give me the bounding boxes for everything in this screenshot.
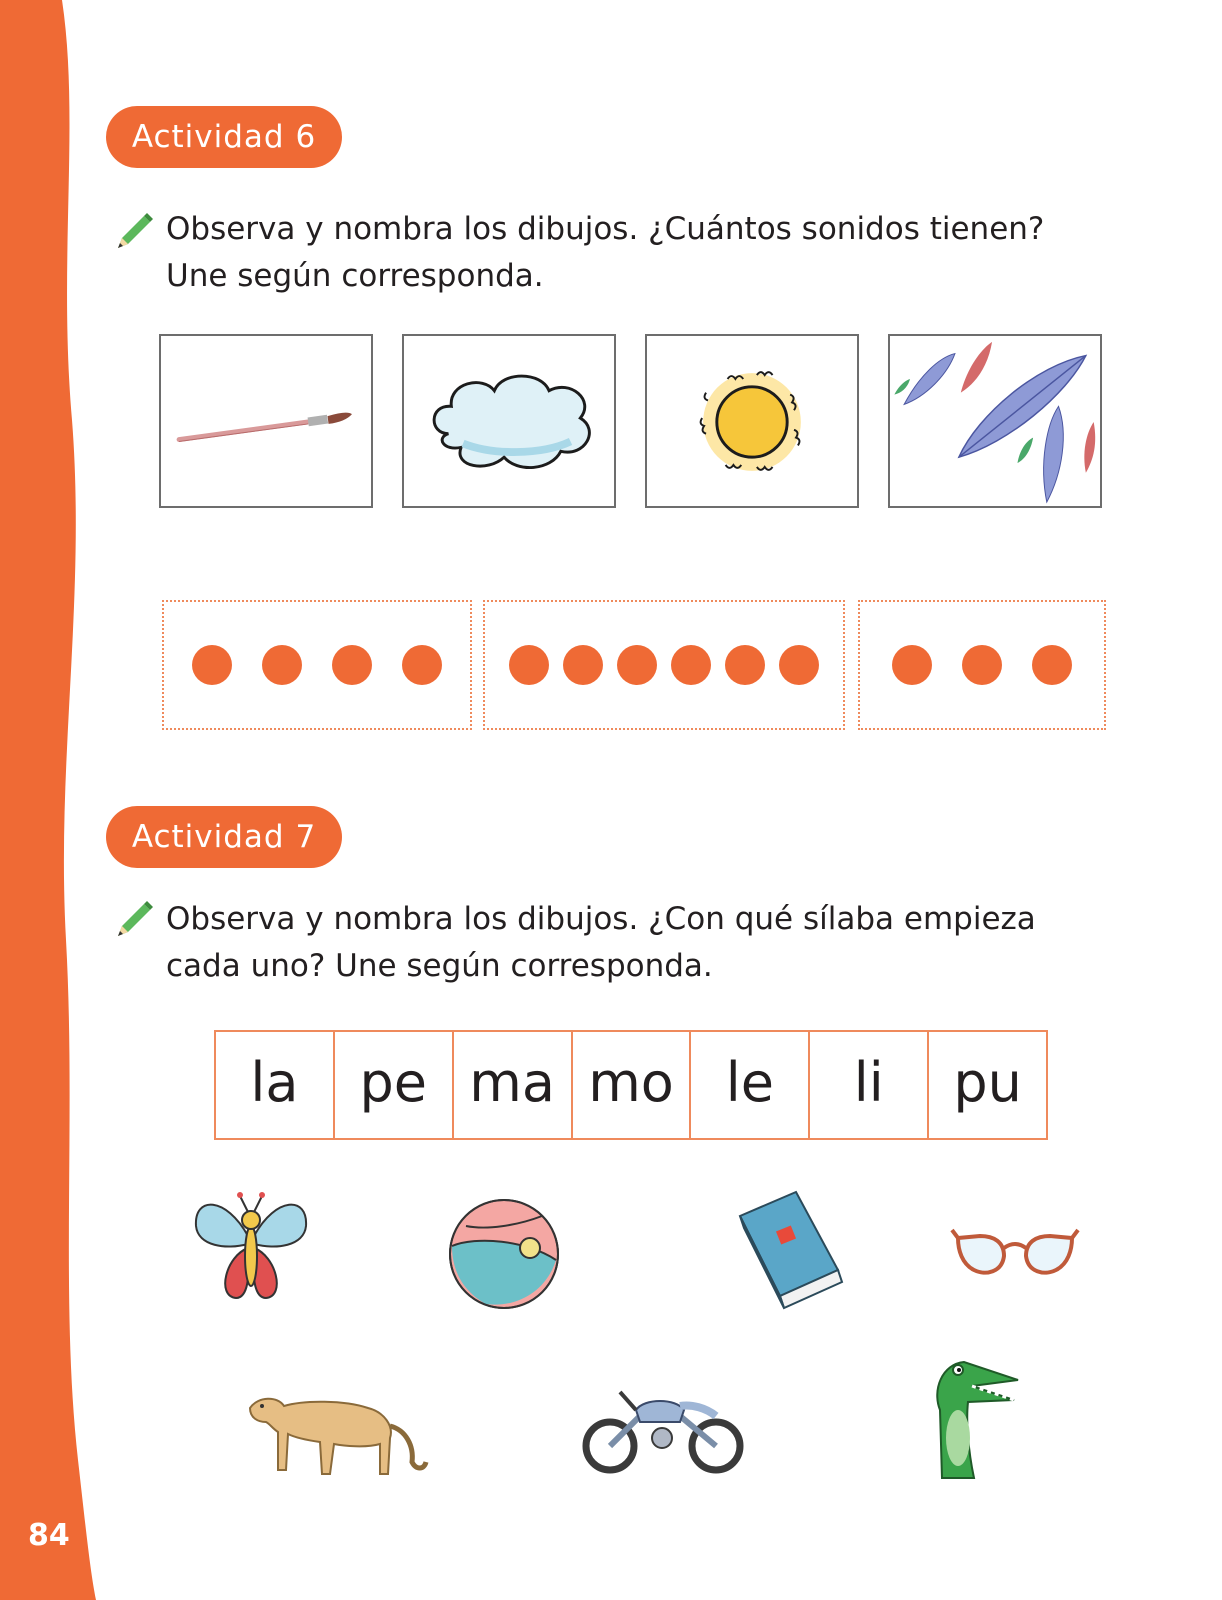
sound-dot [892,645,932,685]
butterfly-icon [186,1186,316,1316]
picture-book[interactable] [726,1186,852,1312]
pencil-icon [112,210,156,254]
sound-dot [192,645,232,685]
picture-box-cloud[interactable] [402,334,616,508]
sound-dot [402,645,442,685]
beach-ball-icon [446,1196,562,1312]
sun-icon [647,336,857,506]
book-icon [726,1186,852,1312]
motorcycle-icon [580,1376,750,1476]
paintbrush-icon [161,336,371,506]
sound-dot [1032,645,1072,685]
sound-dot [779,645,819,685]
instruction-line: Une según corresponda. [166,258,544,294]
pencil-icon [112,898,156,942]
picture-puma[interactable] [244,1386,430,1486]
sound-dot [617,645,657,685]
sound-dot [509,645,549,685]
glasses-icon [950,1220,1080,1290]
crocodile-icon [902,1350,1022,1480]
instruction-line: cada uno? Une según corresponda. [166,948,713,984]
sound-group-4[interactable] [162,600,472,730]
picture-butterfly[interactable] [186,1186,316,1316]
picture-motorcycle[interactable] [580,1376,750,1476]
sound-group-3[interactable] [858,600,1106,730]
syllable-cell[interactable]: pu [953,1050,1022,1114]
syllable-cell[interactable]: pe [335,1032,454,1138]
syllable-table [214,1030,1048,1140]
sound-group-6[interactable] [483,600,845,730]
syllable-cell[interactable]: le [691,1032,810,1138]
syllable-cell[interactable]: la [216,1032,335,1138]
sound-dot [262,645,302,685]
syllable-cell[interactable]: li [810,1032,929,1138]
page-number: 84 [28,1518,70,1553]
syllable-cell[interactable]: ma [454,1032,573,1138]
picture-beach-ball[interactable] [446,1196,562,1312]
sound-dot [332,645,372,685]
picture-box-feathers[interactable] [888,334,1102,508]
activity-6-badge: Actividad 6 [106,106,342,168]
sound-dot [671,645,711,685]
cloud-icon [404,336,614,506]
sound-dot [725,645,765,685]
sound-dot [962,645,1002,685]
feathers-icon [890,336,1100,506]
syllable-cell[interactable]: mo [573,1032,692,1138]
picture-box-sun[interactable] [645,334,859,508]
activity-7-instruction [166,896,1126,990]
picture-glasses[interactable] [950,1220,1080,1290]
instruction-line: Observa y nombra los dibujos. ¿Cuántos sonidos tienen? [166,211,1045,247]
sound-dot [563,645,603,685]
activity-6-instruction [166,206,1126,300]
instruction-line: Observa y nombra los dibujos. ¿Con qué sílaba empieza [166,901,1036,937]
picture-crocodile[interactable] [902,1350,1022,1480]
activity-7-badge: Actividad 7 [106,806,342,868]
puma-icon [244,1386,430,1486]
side-band [0,0,110,1600]
picture-box-paintbrush[interactable] [159,334,373,508]
